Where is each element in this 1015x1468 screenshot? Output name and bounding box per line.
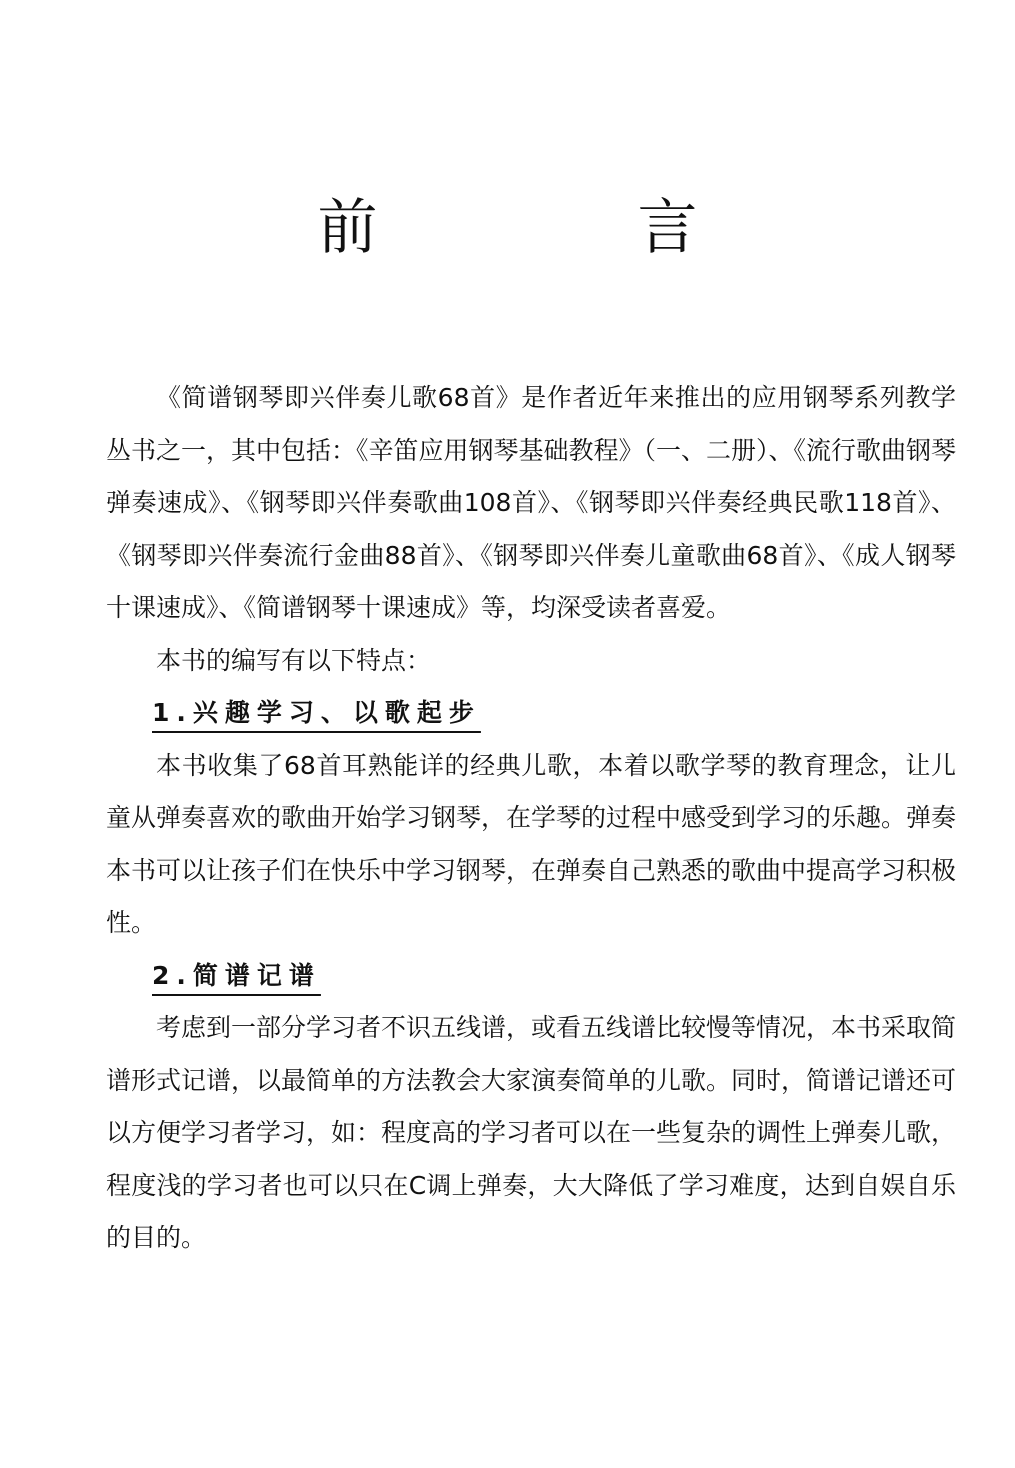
intro-paragraph: 《简谱钢琴即兴伴奏儿歌68首》是作者近年来推出的应用钢琴系列教学丛书之一，其中包括：《辛笛应用钢琴基础教程》（一、二册）、《流行歌曲钢琴弹奏速成》、《钢琴即兴伴奏歌曲108首》、《钢琴即兴伴奏经典民歌118首》、《钢琴即兴伴奏流行金曲88首》、《钢琴即兴伴奏儿童歌曲68首》、《成人钢琴十课速成》、《简谱钢琴十课速成》等，均深受读者喜爱。 [106,383,957,622]
preface-body [106,372,956,1265]
section2-paragraph: 考虑到一部分学习者不识五线谱，或看五线谱比较慢等情况，本书采取简谱形式记谱，以最简单的方法教会大家演奏简单的儿歌。同时，简谱记谱还可以方便学习者学习，如：程度高的学习者可以在一些复杂的调性上弹奏儿歌，程度浅的学习者也可以只在C调上弹奏，大大降低了学习难度，达到自娱自乐的目的。 [106,1013,957,1252]
page-title: 前 言 [317,193,798,263]
section2-heading-text: 2.简谱记谱 [152,960,321,990]
section1-heading-text: 1.兴趣学习、以歌起步 [152,698,481,727]
features-intro-paragraph: 本书的编写有以下特点： [156,645,432,675]
section1-heading [106,687,956,740]
section1-paragraph: 本书收集了68首耳熟能详的经典儿歌，本着以歌学琴的教育理念，让儿童从弹奏喜欢的歌曲开始学习钢琴，在学琴的过程中感受到学习的乐趣。弹奏本书可以让孩子们在快乐中学习钢琴，在弹奏自己熟悉的歌曲中提高学习积极性。 [106,750,957,937]
section2-heading [106,950,956,1003]
